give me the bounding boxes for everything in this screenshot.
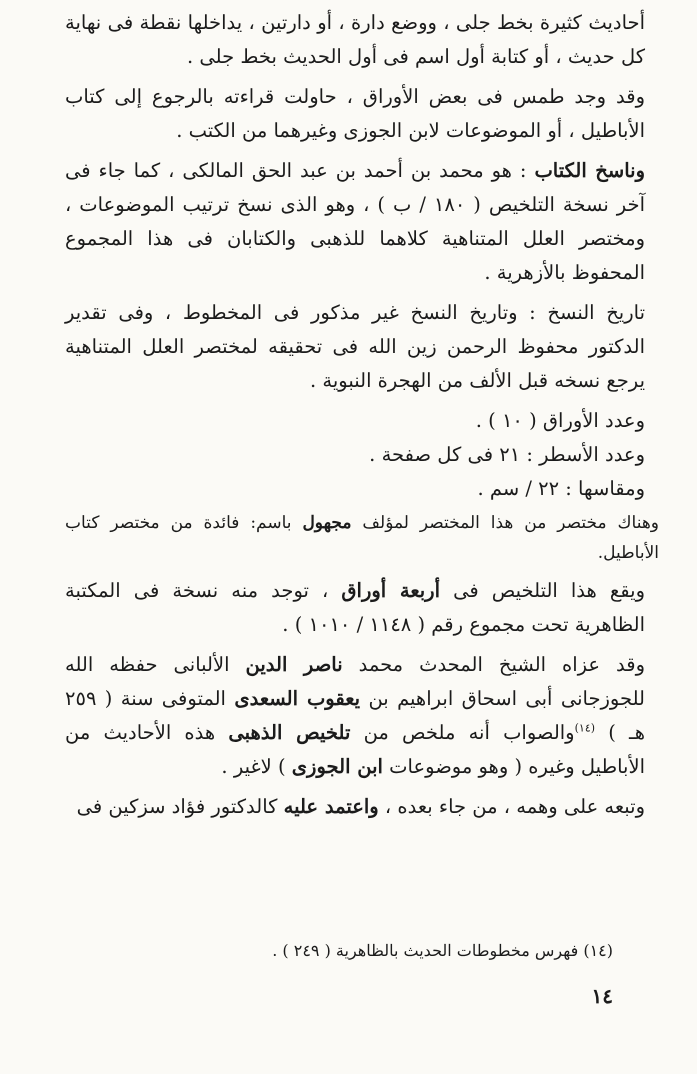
text-run: ويقع هذا التلخيص فى <box>440 579 645 602</box>
paragraph-p1 <box>65 6 645 74</box>
text-run: وعدد الأوراق ( ١٠ ) . <box>475 409 645 432</box>
text-run: المتوفى سنة ( ٢٥٩ هـ ) <box>65 687 645 744</box>
bold-text: وناسخ الكتاب <box>534 159 646 182</box>
text-run: وعدد الأسطر : ٢١ فى كل صفحة . <box>369 443 645 466</box>
text-run: وتبعه على وهمه ، من جاء بعده ، <box>378 795 645 818</box>
text-run: باسم: فائدة من مختصر كتاب الأباطيل. <box>65 513 659 563</box>
text-run: وقد عزاه الشيخ المحدث محمد <box>342 653 646 676</box>
text-run: الألبانى حفظه الله للجوزجانى أبى اسحاق ابراهيم بن <box>65 653 645 710</box>
bold-text: واعتمد عليه <box>283 795 379 818</box>
bold-text: ناصر الدين <box>245 653 343 676</box>
bold-text: تلخيص الذهبى <box>228 721 351 744</box>
text-run: ) لاغير . <box>221 755 292 778</box>
text-run: تاريخ النسخ : وتاريخ النسخ غير مذكور فى المخطوط ، وفى تقدير الدكتور محفوظ الرحمن زين الله فى تحقيقه لمختصر العلل المتناهية يرجع نسخه قبل الألف من الهجرة النبوية . <box>65 301 645 392</box>
text-run: ومقاسها : ٢٢ / سم . <box>477 477 645 500</box>
paragraph-p9 <box>65 574 645 642</box>
paragraph-p5 <box>65 404 645 438</box>
paragraph-p10 <box>65 648 645 784</box>
bold-text: يعقوب السعدى <box>234 687 361 710</box>
paragraph-p6 <box>65 438 645 472</box>
text-run: وقد وجد طمس فى بعض الأوراق ، حاولت قراءته بالرجوع إلى كتاب الأباطيل ، أو الموضوعات لابن الجوزى وغيرهما من الكتب . <box>65 85 645 142</box>
text-run: وهناك مختصر من هذا المختصر لمؤلف <box>351 513 660 533</box>
paragraph-p3 <box>65 154 645 290</box>
footnote-reference: (١٤) <box>574 721 596 735</box>
text-run: والصواب أنه ملخص من <box>350 721 575 744</box>
text-run: كالدكتور فؤاد سزكين فى <box>76 795 284 818</box>
paragraph-p2 <box>65 80 645 148</box>
text-run: ، توجد منه نسخة فى المكتبة الظاهرية تحت مجموع رقم ( ١١٤٨ / ١٠١٠ ) . <box>65 579 645 636</box>
page-number: ١٤ <box>591 984 613 1008</box>
paragraph-p4 <box>65 296 645 398</box>
paragraph-p11 <box>65 790 645 824</box>
text-run: : هو محمد بن أحمد بن عبد الحق المالكى ، كما جاء فى آخر نسخة التلخيص ( ١٨٠ / ب ) ، وهو الذى نسخ ترتيب الموضوعات ، ومختصر العلل المتناهية كلاهما للذهبى والكتابان فى هذا المجموع المحفوظ بالأزهرية . <box>65 159 645 284</box>
bold-text: مجهول <box>302 513 352 533</box>
bold-text: أربعة أوراق <box>341 579 441 602</box>
body-text <box>65 6 660 830</box>
paragraph-p8 <box>65 508 659 568</box>
paragraph-p7 <box>65 472 645 506</box>
bold-text: ابن الجوزى <box>291 755 383 778</box>
text-run: أحاديث كثيرة بخط جلى ، ووضع دارة ، أو دارتين ، يداخلها نقطة فى نهاية كل حديث ، أو كتابة أول اسم فى أول الحديث بخط جلى . <box>65 11 645 68</box>
footnote: (١٤) فهرس مخطوطات الحديث بالظاهرية ( ٢٤٩ ) . <box>272 941 613 960</box>
text-run: هذه الأحاديث من الأباطيل وغيره ( وهو موضوعات <box>65 721 645 778</box>
